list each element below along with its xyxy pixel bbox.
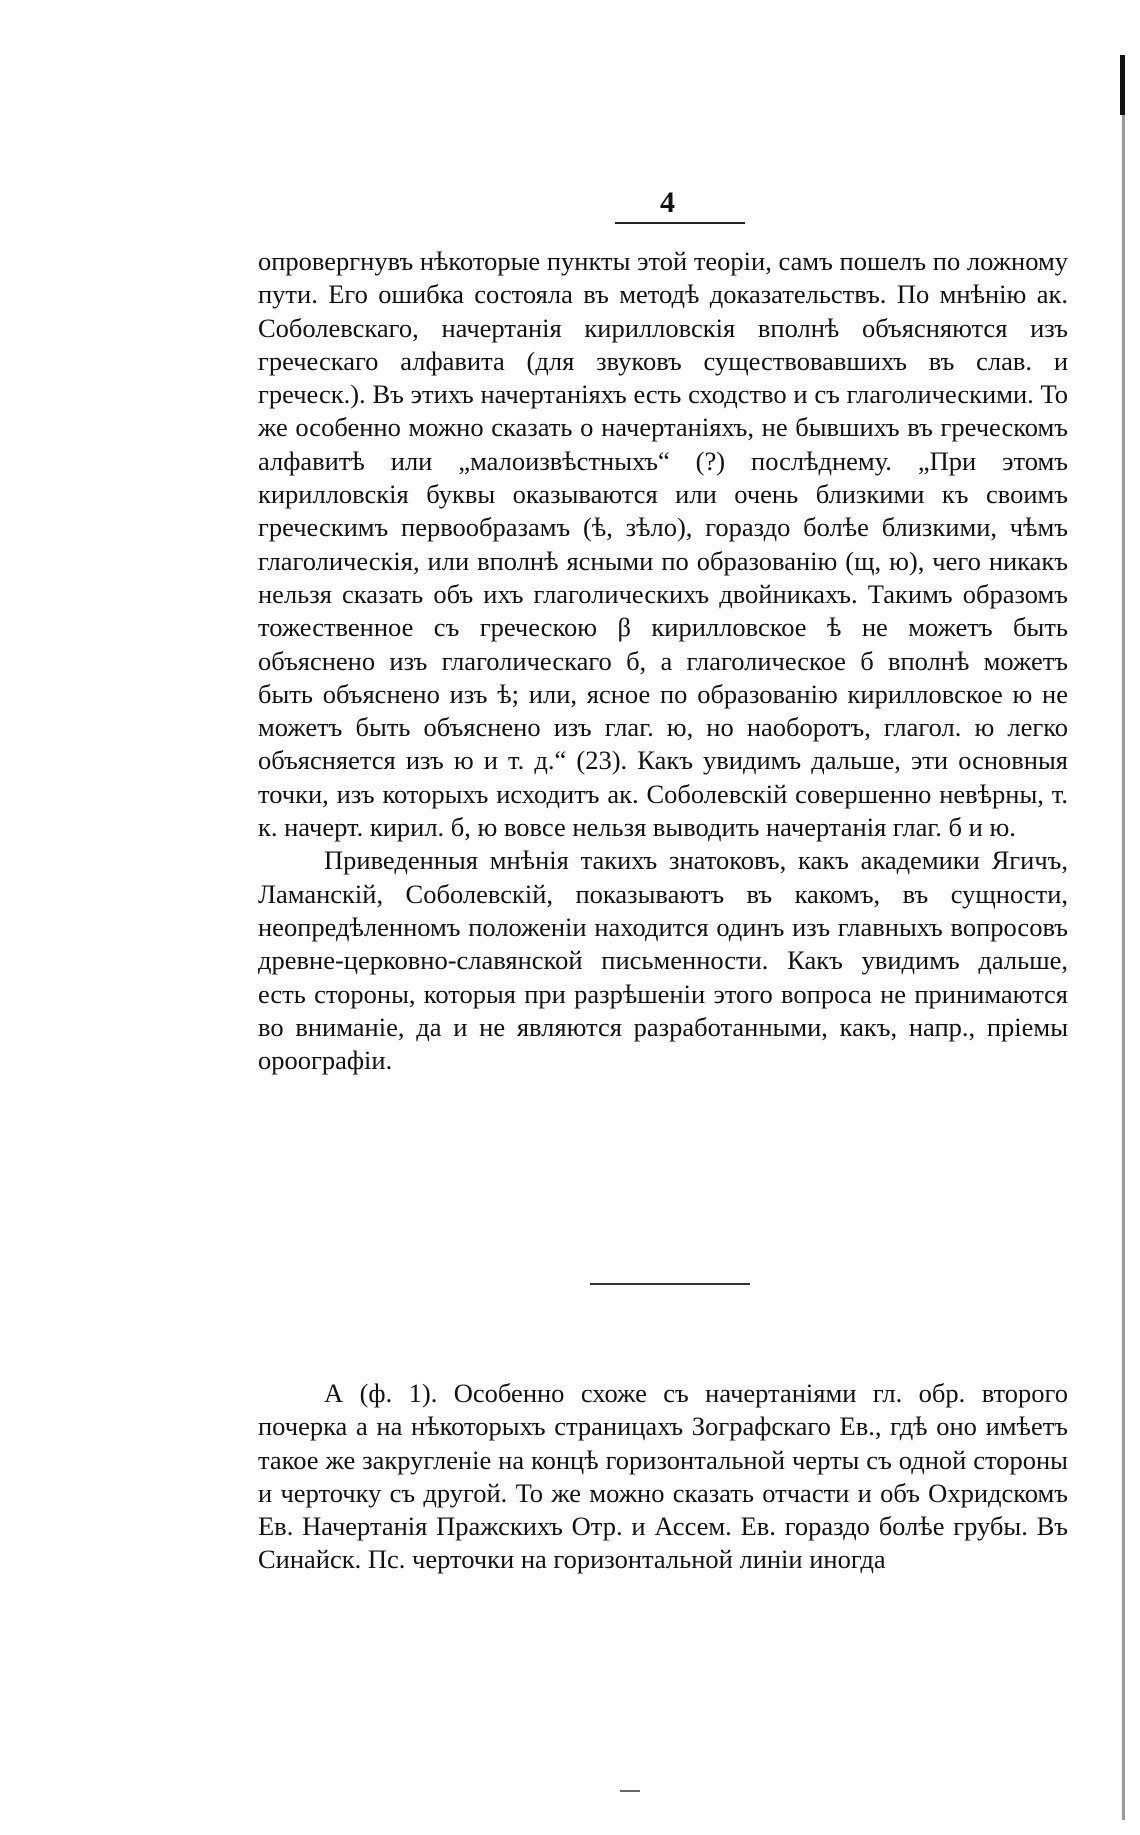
section-divider	[590, 1283, 750, 1285]
page-number: 4	[660, 186, 675, 219]
note-text	[258, 1377, 1068, 1577]
page-number-rule	[615, 222, 745, 224]
bottom-mark	[620, 1790, 640, 1792]
page-edge-line	[1122, 60, 1125, 1820]
note-paragraph: А (ф. 1). Особенно схоже съ начертаніями гл. обр. второго почерка а на нѣкоторыхъ страницахъ Зографскаго Ев., гдѣ оно имѣетъ такое же закругленіе на концѣ горизонтальной черты съ одной стороны и черточку съ другой. То же можно сказать отчасти и объ Охридскомъ Ев. Начертанія Пражскихъ Отр. и Ассем. Ев. гораздо болѣе грубы. Въ Синайск. Пс. черточки на горизонтальной линіи иногда	[258, 1378, 1068, 1575]
paragraph-1: опровергнувъ нѣкоторые пункты этой теоріи, самъ пошелъ по ложному пути. Его ошибка состояла въ методѣ доказательствъ. По мнѣнію ак. Соболевскаго, начертанія кирилловскія вполнѣ объясняются изъ греческаго алфавита (для звуковъ существовавшихъ въ слав. и греческ.). Въ этихъ начертаніяхъ есть сходство и съ глаголическими. То же особенно можно сказать о начертаніяхъ, не бывшихъ въ греческомъ алфавитѣ или „малоизвѣстныхъ“ (?) послѣднему. „При этомъ кирилловскія буквы оказываются или очень близкими къ своимъ греческимъ первообразамъ (ѣ, зѣло), гораздо болѣе близкими, чѣмъ глаголическія, или вполнѣ ясными по образованію (щ, ю), чего никакъ нельзя сказать объ ихъ глаголическихъ двойникахъ. Такимъ образомъ тожественное съ греческою β кирилловское ѣ не можетъ быть объяснено изъ глаголическаго б, а глаголическое б вполнѣ можетъ быть объяснено изъ ѣ; или, ясное по образованію кирилловское ю не можетъ быть объяснено изъ глаг. ю, но наоборотъ, глагол. ю легко объясняется изъ ю и т. д.“ (23). Какъ увидимъ дальше, эти основныя точки, изъ которыхъ исходитъ ак. Соболевскій совершенно невѣрны, т. к. начерт. кирил. б, ю вовсе нельзя выводить начертанія глаг. б и ю.	[258, 246, 1068, 843]
paragraph-2: Приведенныя мнѣнія такихъ знатоковъ, какъ академики Ягичъ, Ламанскій, Соболевскій, показываютъ въ какомъ, въ сущности, неопредѣленномъ положеніи находится одинъ изъ главныхъ вопросовъ древне-церковно-славянской письменности. Какъ увидимъ дальше, есть стороны, которыя при разрѣшеніи этого вопроса не принимаются во вниманіе, да и не являются разработанными, какъ, напр., пріемы ороографіи.	[258, 845, 1068, 1076]
main-text	[258, 245, 1068, 1077]
page-edge-mark	[1120, 55, 1125, 115]
